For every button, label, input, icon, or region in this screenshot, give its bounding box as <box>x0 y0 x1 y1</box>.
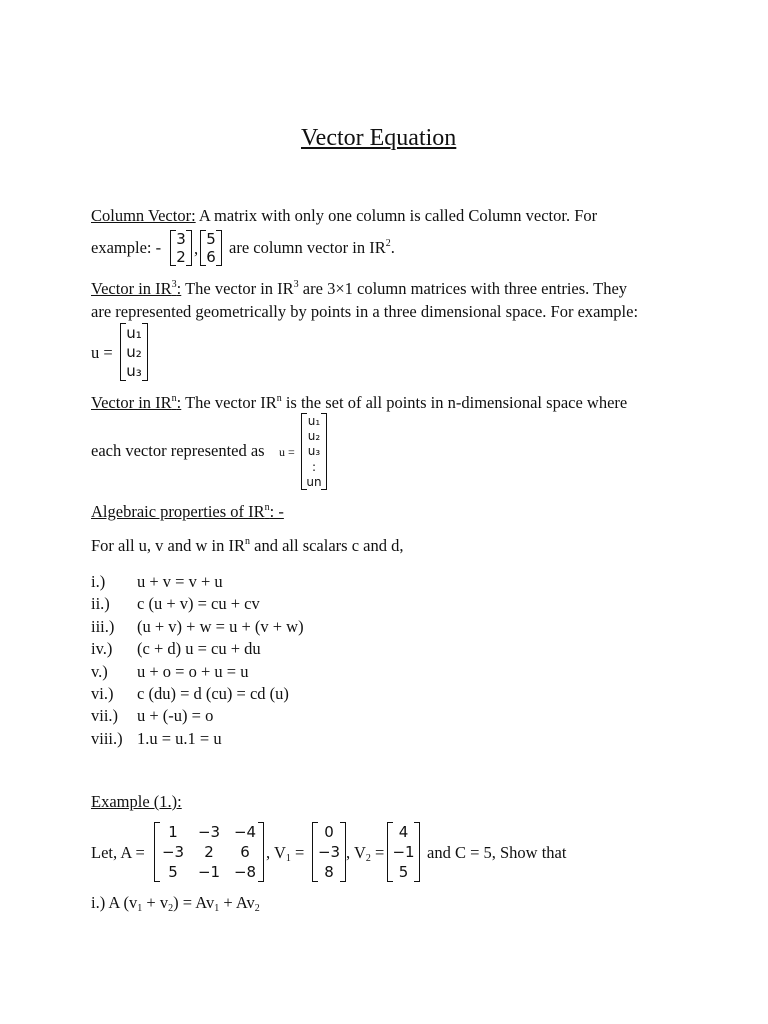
ir3-line2: are represented geometrically by points in a three dimensional space. For example: <box>91 302 639 321</box>
irn-text-a: The vector IR <box>181 393 277 412</box>
vector-V2 <box>387 822 420 882</box>
matrix-entry: 1 <box>168 823 178 841</box>
page-title: Vector Equation <box>301 125 457 151</box>
superscript: 2 <box>385 238 391 249</box>
matrix-entry: −4 <box>233 823 257 841</box>
matrix-entry: 2 <box>176 248 186 266</box>
vector-entry: un <box>306 475 322 490</box>
vector-entry: u₃ <box>307 444 321 459</box>
list-item: v.) u + o = o + u = u <box>91 661 249 681</box>
vector-entry: 5 <box>398 863 409 881</box>
vector-entry: 4 <box>398 823 409 841</box>
algebraic-label: Algebraic properties of $IR^n$: - <box>91 502 284 521</box>
column-vector-label: Column Vector: <box>91 206 196 225</box>
list-item: iii.) (u + v) + w = u + (v + w) <box>91 616 304 636</box>
matrix-entry: 5 <box>168 863 178 881</box>
list-item: viii.) 1.u = u.1 = u <box>91 728 222 748</box>
vector-entry: −1 <box>392 843 415 861</box>
period: . <box>390 238 395 257</box>
ir3-line1 <box>91 281 627 298</box>
column-vector-line2-suffix <box>229 240 395 257</box>
ir3-text-b: are 3×1 column matrices with three entries. They <box>298 279 628 298</box>
matrix-entry: −1 <box>197 863 221 881</box>
ir3-u-prefix: u = <box>91 343 113 362</box>
v2-label: , $V_2$ = <box>346 843 385 864</box>
vector-entry: : <box>311 459 317 474</box>
matrix-A <box>154 822 264 882</box>
v1-label: , $V_1$ = <box>266 843 305 864</box>
example-question-1: i.) A $(v_1 + v_2) = Av_1 + Av_2$ <box>91 893 260 914</box>
example-let: Let, A = <box>91 843 145 862</box>
vector-entry: u₂ <box>307 429 321 444</box>
list-item: vi.) c (du) = d (cu) = cd (u) <box>91 684 289 704</box>
irn-line1 <box>91 395 627 412</box>
vector-entry: u₁ <box>126 323 142 342</box>
vector-entry: u₁ <box>307 413 321 428</box>
matrix-entry: 3 <box>176 230 186 248</box>
algebraic-intro: For all u, v and w in $IR^n$ and all scalars c and d, <box>91 536 404 555</box>
separator-comma: , <box>194 239 199 258</box>
matrix-entry: 5 <box>206 230 216 248</box>
property-list <box>91 571 304 750</box>
matrix-entry: −8 <box>233 863 257 881</box>
matrix-entry: −3 <box>197 823 221 841</box>
vector-entry: u₂ <box>126 342 142 361</box>
ir3-u-vector <box>120 323 148 381</box>
irn-line2: each vector represented as <box>91 441 265 460</box>
example-label: Example (1.): <box>91 792 182 811</box>
column-vector-example-2 <box>200 230 222 266</box>
irn-label: Vector in $IR^n$: <box>91 393 182 412</box>
list-item: vii.) u + (-u) = o <box>91 706 214 726</box>
list-item: ii.) c (u + v) = cu + cv <box>91 594 260 614</box>
vector-V1 <box>312 822 346 882</box>
irn-u-prefix: u = <box>279 445 295 459</box>
ir3-label: Vector in $IR^3$: <box>91 279 182 298</box>
matrix-entry: 6 <box>240 843 250 861</box>
column-vector-example-1 <box>170 230 192 266</box>
vector-entry: u₃ <box>126 362 142 381</box>
matrix-entry: 2 <box>204 843 214 861</box>
superscript: 3 <box>293 279 299 290</box>
example-tail: and C = 5, Show that <box>427 843 567 862</box>
matrix-entry: 6 <box>206 248 216 266</box>
vector-entry: 0 <box>324 823 334 841</box>
column-vector-line1 <box>91 208 597 225</box>
list-item: iv.) (c + d) u = cu + du <box>91 639 261 659</box>
irn-u-vector <box>301 413 327 490</box>
column-vector-line2-prefix: example: - <box>91 238 162 257</box>
column-vector-text: A matrix with only one column is called Column vector. For <box>195 206 598 225</box>
matrix-entry: −3 <box>161 843 185 861</box>
ir3-text-a: The vector in IR <box>181 279 294 298</box>
vector-entry: −3 <box>317 843 341 861</box>
superscript: n <box>276 393 282 404</box>
suffix-text: are column vector in IR <box>229 238 386 257</box>
vector-entry: 8 <box>324 863 334 881</box>
list-item: i.) u + v = v + u <box>91 572 223 591</box>
irn-text-b: is the set of all points in n-dimensional space where <box>281 393 628 412</box>
